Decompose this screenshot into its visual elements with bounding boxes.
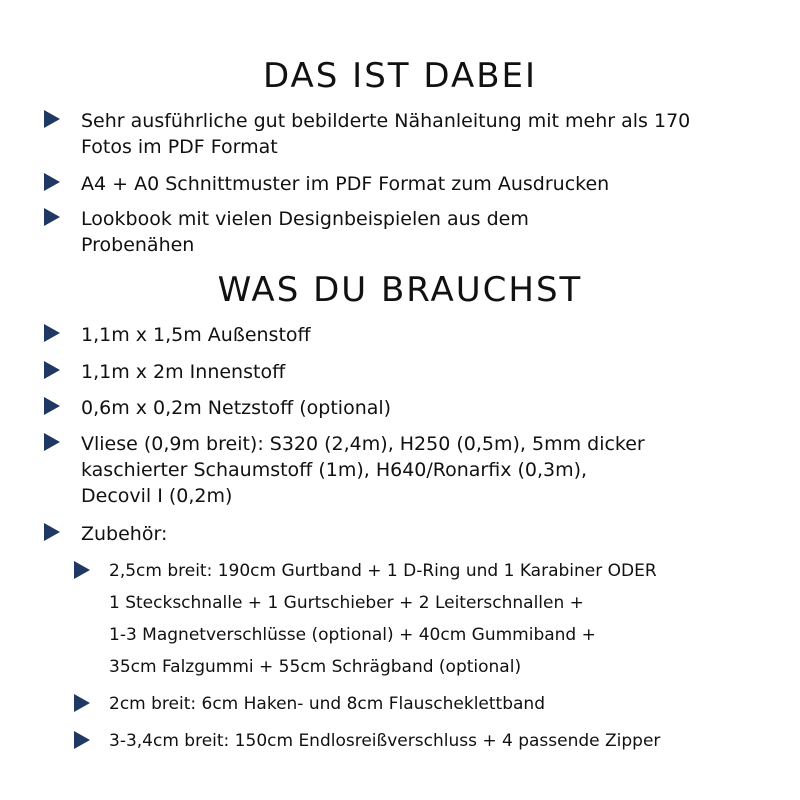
bullet-triangle-icon [44,173,60,191]
list-item-text: Sehr ausführliche gut bebilderte Nähanleitung mit mehr als 170 [81,110,691,132]
list-item-text: Zubehör: [81,523,168,545]
section-title-das-ist-dabei: DAS IST DABEI [262,56,538,96]
sub-list-item-text: 1-3 Magnetverschlüsse (optional) + 40cm Gummiband + [109,625,596,645]
section-title-was-du-brauchst: WAS DU BRAUCHST [217,270,583,310]
bullet-triangle-icon [44,208,60,226]
bullet-triangle-icon [74,561,90,579]
sub-list-item-text: 2,5cm breit: 190cm Gurtband + 1 D-Ring und 1 Karabiner ODER [109,561,657,581]
list-item-text: 0,6m x 0,2m Netzstoff (optional) [81,397,392,419]
bullet-triangle-icon [74,694,90,712]
bullet-triangle-icon [44,110,60,128]
list-item-text: Decovil I (0,2m) [81,485,233,507]
list-item-text: Probenähen [81,234,195,256]
list-item-text: Vliese (0,9m breit): S320 (2,4m), H250 (0,5m), 5mm dicker [81,433,645,455]
list-item-text: Lookbook mit vielen Designbeispielen aus dem [81,208,529,230]
bullet-triangle-icon [44,361,60,379]
list-item-text: A4 + A0 Schnittmuster im PDF Format zum Ausdrucken [81,173,610,195]
bullet-triangle-icon [44,397,60,415]
bullet-triangle-icon [74,731,90,749]
sub-list-item-text: 35cm Falzgummi + 55cm Schrägband (optional) [109,657,522,677]
bullet-triangle-icon [44,324,60,342]
sub-list-item-text: 3-3,4cm breit: 150cm Endlosreißverschluss + 4 passende Zipper [109,731,661,751]
list-item-text: 1,1m x 1,5m Außenstoff [81,324,311,346]
sub-list-item-text: 1 Steckschnalle + 1 Gurtschieber + 2 Leiterschnallen + [109,593,584,613]
bullet-triangle-icon [44,433,60,451]
list-item-text: kaschierter Schaumstoff (1m), H640/Ronarfix (0,3m), [81,459,588,481]
bullet-triangle-icon [44,523,60,541]
sub-list-item-text: 2cm breit: 6cm Haken- und 8cm Flauscheklettband [109,694,545,714]
list-item-text: Fotos im PDF Format [81,136,278,158]
list-item-text: 1,1m x 2m Innenstoff [81,361,286,383]
